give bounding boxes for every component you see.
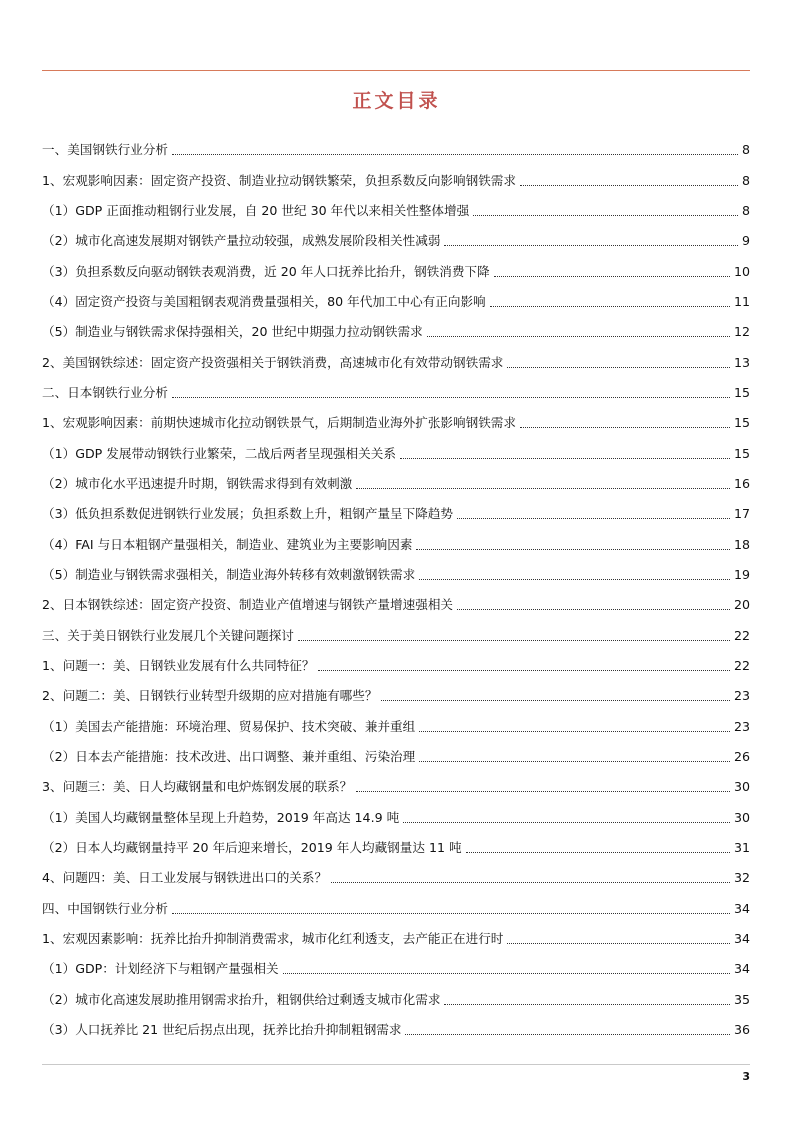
toc-entry-page: 23 (733, 718, 750, 734)
toc-entry-label: 3、问题三：美、日人均藏钢量和电炉炼钢发展的联系？ (42, 779, 353, 795)
toc-leader-dots (400, 458, 730, 459)
toc-leader-dots (444, 1004, 730, 1005)
toc-entry[interactable] (42, 644, 750, 674)
toc-leader-dots (473, 215, 738, 216)
toc-entry[interactable] (42, 128, 750, 158)
toc-entry-label: （5）制造业与钢铁需求强相关，制造业海外转移有效刺激钢铁需求 (42, 566, 416, 582)
toc-entry-page: 15 (733, 445, 750, 461)
toc-entry-page: 16 (733, 475, 750, 491)
toc-entry[interactable] (42, 704, 750, 734)
toc-entry[interactable] (42, 977, 750, 1007)
toc-entry-page: 34 (733, 961, 750, 977)
table-of-contents (42, 128, 750, 1038)
toc-entry[interactable] (42, 553, 750, 583)
toc-entry-page: 19 (733, 566, 750, 582)
toc-entry[interactable] (42, 340, 750, 370)
toc-leader-dots (403, 822, 730, 823)
toc-entry-page: 11 (733, 293, 750, 309)
toc-entry-label: （3）负担系数反向驱动钢铁表观消费，近 20 年人口抚养比抬升，钢铁消费下降 (42, 263, 490, 279)
toc-leader-dots (331, 882, 730, 883)
toc-entry-label: 1、宏观因素影响：抚养比抬升抑制消费需求，城市化红利透支，去产能正在进行时 (42, 930, 504, 946)
toc-entry-label: （1）GDP 发展带动钢铁行业繁荣，二战后两者呈现强相关关系 (42, 445, 396, 461)
footer-rule (42, 1064, 750, 1065)
toc-entry-page: 23 (733, 688, 750, 704)
toc-leader-dots (419, 579, 730, 580)
toc-leader-dots (318, 670, 729, 671)
toc-entry-page: 9 (741, 233, 750, 249)
toc-entry[interactable] (42, 917, 750, 947)
toc-leader-dots (298, 640, 730, 641)
toc-entry-label: （1）GDP 正面推动粗钢行业发展，自 20 世纪 30 年代以来相关性整体增强 (42, 202, 470, 218)
toc-leader-dots (466, 852, 730, 853)
toc-entry[interactable] (42, 765, 750, 795)
toc-entry[interactable] (42, 795, 750, 825)
toc-leader-dots (457, 518, 730, 519)
toc-entry-label: 2、美国钢铁综述：固定资产投资强相关于钢铁消费，高速城市化有效带动钢铁需求 (42, 354, 504, 370)
toc-entry-label: 四、中国钢铁行业分析 (42, 900, 168, 916)
toc-entry[interactable] (42, 158, 750, 188)
toc-entry-label: （3）人口抚养比 21 世纪后拐点出现，抚养比抬升抑制粗钢需求 (42, 1021, 402, 1037)
toc-leader-dots (520, 185, 738, 186)
toc-entry-page: 15 (733, 384, 750, 400)
toc-entry[interactable] (42, 492, 750, 522)
toc-entry-page: 31 (733, 839, 750, 855)
toc-leader-dots (416, 549, 730, 550)
toc-entry-page: 8 (741, 202, 750, 218)
toc-entry-label: 三、关于美日钢铁行业发展几个关键问题探讨 (42, 627, 294, 643)
toc-entry-label: 1、宏观影响因素：固定资产投资、制造业拉动钢铁繁荣，负担系数反向影响钢铁需求 (42, 172, 516, 188)
toc-entry-label: （2）城市化高速发展助推用钢需求抬升，粗钢供给过剩透支城市化需求 (42, 991, 441, 1007)
toc-entry-label: （4）固定资产投资与美国粗钢表观消费量强相关，80 年代加工中心有正向影响 (42, 293, 486, 309)
toc-entry[interactable] (42, 1008, 750, 1038)
toc-entry-label: （4）FAI 与日本粗钢产量强相关，制造业、建筑业为主要影响因素 (42, 536, 413, 552)
toc-entry[interactable] (42, 371, 750, 401)
toc-entry[interactable] (42, 674, 750, 704)
toc-entry-page: 30 (733, 779, 750, 795)
toc-leader-dots (494, 276, 730, 277)
toc-entry-page: 15 (733, 415, 750, 431)
toc-leader-dots (172, 154, 738, 155)
toc-entry-label: 1、宏观影响因素：前期快速城市化拉动钢铁景气，后期制造业海外扩张影响钢铁需求 (42, 415, 516, 431)
toc-entry[interactable] (42, 522, 750, 552)
toc-entry-page: 35 (733, 991, 750, 1007)
header-rule (42, 70, 750, 71)
toc-entry-label: 4、问题四：美、日工业发展与钢铁进出口的关系？ (42, 870, 328, 886)
toc-entry-label: 一、美国钢铁行业分析 (42, 142, 168, 158)
page-number: 3 (742, 1070, 750, 1083)
toc-entry[interactable] (42, 826, 750, 856)
toc-entry-label: （3）低负担系数促进钢铁行业发展；负担系数上升，粗钢产量呈下降趋势 (42, 506, 454, 522)
toc-leader-dots (507, 367, 730, 368)
toc-entry[interactable] (42, 431, 750, 461)
toc-entry-label: 1、问题一：美、日钢铁业发展有什么共同特征？ (42, 657, 315, 673)
toc-entry-page: 10 (733, 263, 750, 279)
toc-entry-page: 22 (733, 657, 750, 673)
toc-leader-dots (457, 609, 730, 610)
toc-entry-page: 34 (733, 930, 750, 946)
toc-entry-label: （1）美国人均藏钢量整体呈现上升趋势，2019 年高达 14.9 吨 (42, 809, 400, 825)
toc-leader-dots (507, 943, 730, 944)
toc-entry-label: （2）城市化高速发展期对钢铁产量拉动较强，成熟发展阶段相关性减弱 (42, 233, 441, 249)
toc-entry-page: 17 (733, 506, 750, 522)
toc-entry-label: （2）日本人均藏钢量持平 20 年后迎来增长，2019 年人均藏钢量达 11 吨 (42, 839, 462, 855)
toc-entry[interactable] (42, 583, 750, 613)
toc-leader-dots (381, 700, 730, 701)
toc-entry-label: 二、日本钢铁行业分析 (42, 384, 168, 400)
toc-leader-dots (356, 488, 730, 489)
toc-entry-page: 36 (733, 1021, 750, 1037)
toc-entry[interactable] (42, 219, 750, 249)
toc-leader-dots (419, 731, 730, 732)
toc-entry-label: 2、问题二：美、日钢铁行业转型升级期的应对措施有哪些？ (42, 688, 378, 704)
toc-entry-page: 8 (741, 142, 750, 158)
toc-entry-label: 2、日本钢铁综述：固定资产投资、制造业产值增速与钢铁产量增速强相关 (42, 597, 454, 613)
toc-entry-label: （2）日本去产能措施：技术改进、出口调整、兼并重组、污染治理 (42, 748, 416, 764)
toc-entry-page: 32 (733, 870, 750, 886)
page-title: 正文目录 (352, 90, 441, 112)
toc-entry[interactable] (42, 947, 750, 977)
toc-entry-page: 30 (733, 809, 750, 825)
toc-entry-page: 20 (733, 597, 750, 613)
toc-entry-page: 22 (733, 627, 750, 643)
toc-leader-dots (356, 791, 730, 792)
toc-leader-dots (405, 1034, 729, 1035)
toc-entry-page: 34 (733, 900, 750, 916)
toc-entry[interactable] (42, 249, 750, 279)
toc-entry[interactable] (42, 310, 750, 340)
toc-entry-label: （2）城市化水平迅速提升时期，钢铁需求得到有效刺激 (42, 475, 353, 491)
toc-leader-dots (520, 427, 730, 428)
toc-entry-page: 18 (733, 536, 750, 552)
toc-entry[interactable] (42, 735, 750, 765)
toc-entry[interactable] (42, 280, 750, 310)
toc-entry-page: 8 (741, 172, 750, 188)
toc-leader-dots (172, 913, 730, 914)
toc-entry-label: （5）制造业与钢铁需求保持强相关，20 世纪中期强力拉动钢铁需求 (42, 324, 423, 340)
toc-leader-dots (172, 397, 730, 398)
toc-entry-page: 13 (733, 354, 750, 370)
toc-leader-dots (490, 306, 730, 307)
toc-entry-label: （1）美国去产能措施：环境治理、贸易保护、技术突破、兼并重组 (42, 718, 416, 734)
toc-entry[interactable] (42, 462, 750, 492)
toc-leader-dots (444, 245, 738, 246)
toc-leader-dots (283, 973, 730, 974)
toc-entry[interactable] (42, 189, 750, 219)
toc-entry[interactable] (42, 401, 750, 431)
toc-leader-dots (419, 761, 730, 762)
toc-leader-dots (427, 336, 730, 337)
toc-entry[interactable] (42, 886, 750, 916)
toc-entry[interactable] (42, 613, 750, 643)
toc-entry[interactable] (42, 856, 750, 886)
toc-entry-page: 12 (733, 324, 750, 340)
toc-entry-page: 26 (733, 748, 750, 764)
toc-entry-label: （1）GDP：计划经济下与粗钢产量强相关 (42, 961, 279, 977)
